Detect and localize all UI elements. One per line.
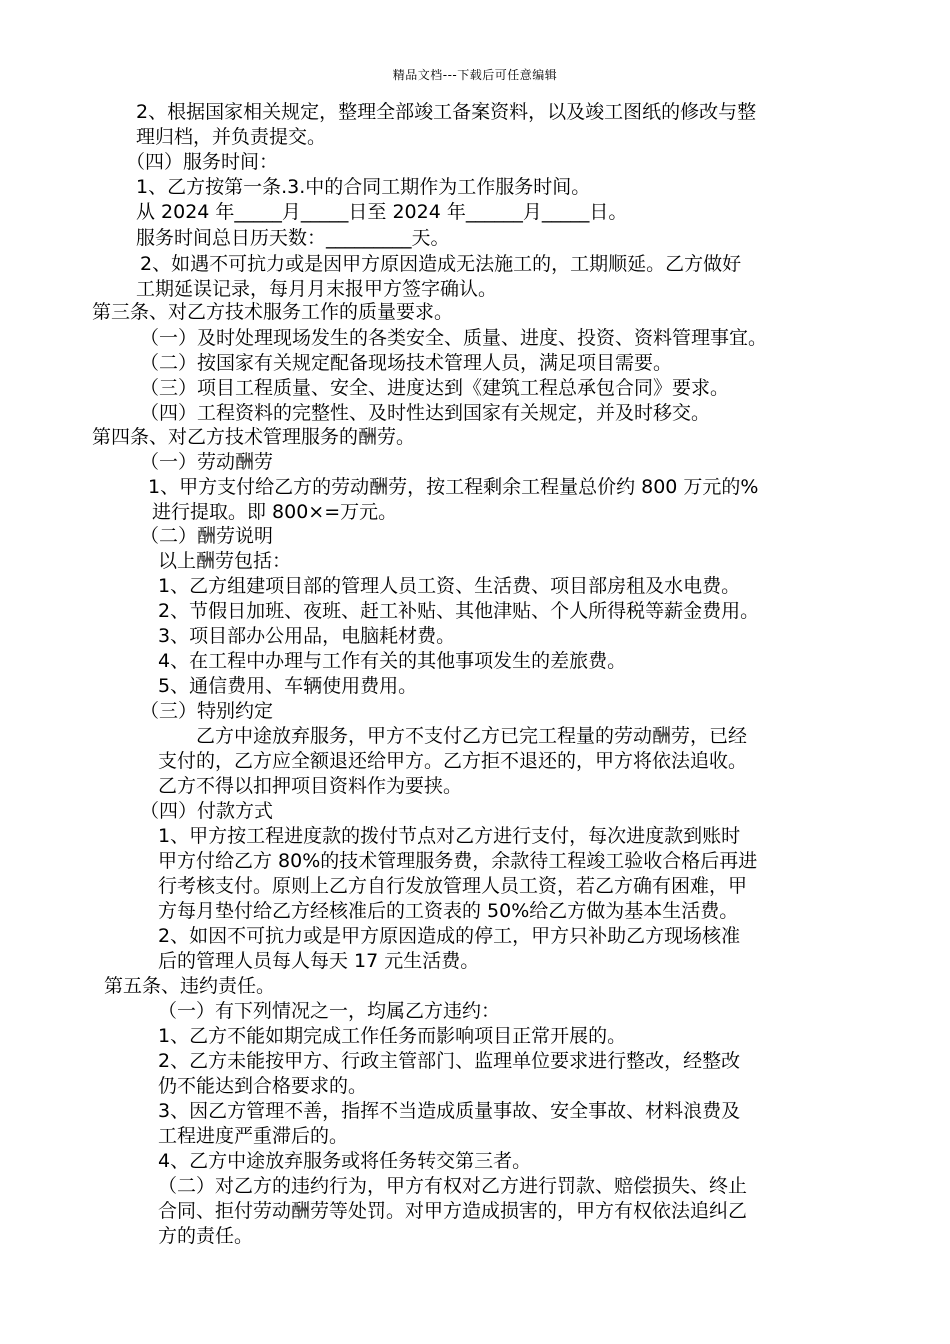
text-line: （二）按国家有关规定配备现场技术管理人员，满足项目需要。: [140, 352, 673, 374]
text-line: 乙方中途放弃服务，甲方不支付乙方已完工程量的劳动酬劳，已经: [196, 725, 748, 747]
text-line: 乙方不得以扣押项目资料作为要挟。: [158, 775, 463, 797]
section-heading: 第四条、对乙方技术管理服务的酬劳。: [92, 426, 416, 448]
text-line: （四）服务时间：: [126, 151, 279, 173]
page-header: 精品文档---下载后可任意编辑: [392, 68, 558, 82]
text-line: 工程进度严重滞后的。: [158, 1125, 349, 1147]
text-line: 1、乙方不能如期完成工作任务而影响项目正常开展的。: [158, 1025, 627, 1047]
text-line: （二）对乙方的违约行为，甲方有权对乙方进行罚款、赔偿损失、终止: [158, 1175, 748, 1197]
text-line: 4、在工程中办理与工作有关的其他事项发生的差旅费。: [158, 650, 627, 672]
section-heading: 第五条、违约责任。: [104, 975, 276, 997]
text-line: 3、因乙方管理不善，指挥不当造成质量事故、安全事故、材料浪费及: [158, 1100, 741, 1122]
text-line: 支付的，乙方应全额退还给甲方。乙方拒不退还的，甲方将依法追收。: [158, 750, 748, 772]
text-line: 1、甲方按工程进度款的拨付节点对乙方进行支付，每次进度款到账时: [158, 825, 741, 847]
text-line: 进行提取。即 800×=万元。: [152, 501, 398, 523]
text-line: （一）有下列情况之一，均属乙方违约：: [158, 1000, 501, 1022]
text-line: 理归档，并负责提交。: [136, 126, 327, 148]
text-line: 甲方付给乙方 80%的技术管理服务费，余款待工程竣工验收合格后再进: [158, 850, 758, 872]
text-line: 方每月垫付给乙方经核准后的工资表的 50%给乙方做为基本生活费。: [158, 900, 739, 922]
text-line: 后的管理人员每人每天 17 元生活费。: [158, 950, 480, 972]
section-heading: 第三条、对乙方技术服务工作的质量要求。: [92, 301, 454, 323]
text-line: （一）劳动酬劳: [140, 451, 274, 473]
text-line: 工期延误记录，每月月末报甲方签字确认。: [136, 278, 498, 300]
text-line: 2、如遇不可抗力或是因甲方原因造成无法施工的，工期顺延。乙方做好: [140, 253, 742, 275]
text-line: 合同、拒付劳动酬劳等处罚。对甲方造成损害的，甲方有权依法追纠乙: [158, 1200, 748, 1222]
text-line: （四）工程资料的完整性、及时性达到国家有关规定，并及时移交。: [140, 402, 711, 424]
text-line: 2、节假日加班、夜班、赶工补贴、其他津贴、个人所得税等薪金费用。: [158, 600, 760, 622]
text-line: 1、乙方组建项目部的管理人员工资、生活费、项目部房租及水电费。: [158, 575, 741, 597]
text-line: 2、如因不可抗力或是甲方原因造成的停工，甲方只补助乙方现场核准: [158, 925, 741, 947]
text-line: 1、乙方按第一条.3.中的合同工期作为工作服务时间。: [136, 176, 591, 198]
text-line: 5、通信费用、车辆使用费用。: [158, 675, 418, 697]
text-line: 2、根据国家相关规定，整理全部竣工备案资料，以及竣工图纸的修改与整: [136, 101, 757, 123]
text-line: 4、乙方中途放弃服务或将任务转交第三者。: [158, 1150, 532, 1172]
text-line: （二）酬劳说明: [140, 525, 274, 547]
text-line: （一）及时处理现场发生的各类安全、质量、进度、投资、资料管理事宜。: [140, 327, 768, 349]
text-line: 仍不能达到合格要求的。: [158, 1075, 368, 1097]
text-line: 3、项目部办公用品，电脑耗材费。: [158, 625, 456, 647]
text-line: （三）特别约定: [140, 700, 274, 722]
text-line: （四）付款方式: [140, 800, 274, 822]
text-line: 以上酬劳包括：: [158, 550, 292, 572]
text-line: 1、甲方支付给乙方的劳动酬劳，按工程剩余工程量总价约 800 万元的%: [148, 476, 759, 498]
text-line: 方的责任。: [158, 1225, 254, 1247]
text-line: 服务时间总日历天数：_________天。: [136, 227, 450, 249]
text-line: （三）项目工程质量、安全、进度达到《建筑工程总承包合同》要求。: [140, 377, 730, 399]
text-line: 2、乙方未能按甲方、行政主管部门、监理单位要求进行整改，经整改: [158, 1050, 741, 1072]
text-line: 从 2024 年_____月_____日至 2024 年______月_____日。: [136, 201, 628, 223]
text-line: 行考核支付。原则上乙方自行发放管理人员工资，若乙方确有困难，甲: [158, 875, 748, 897]
